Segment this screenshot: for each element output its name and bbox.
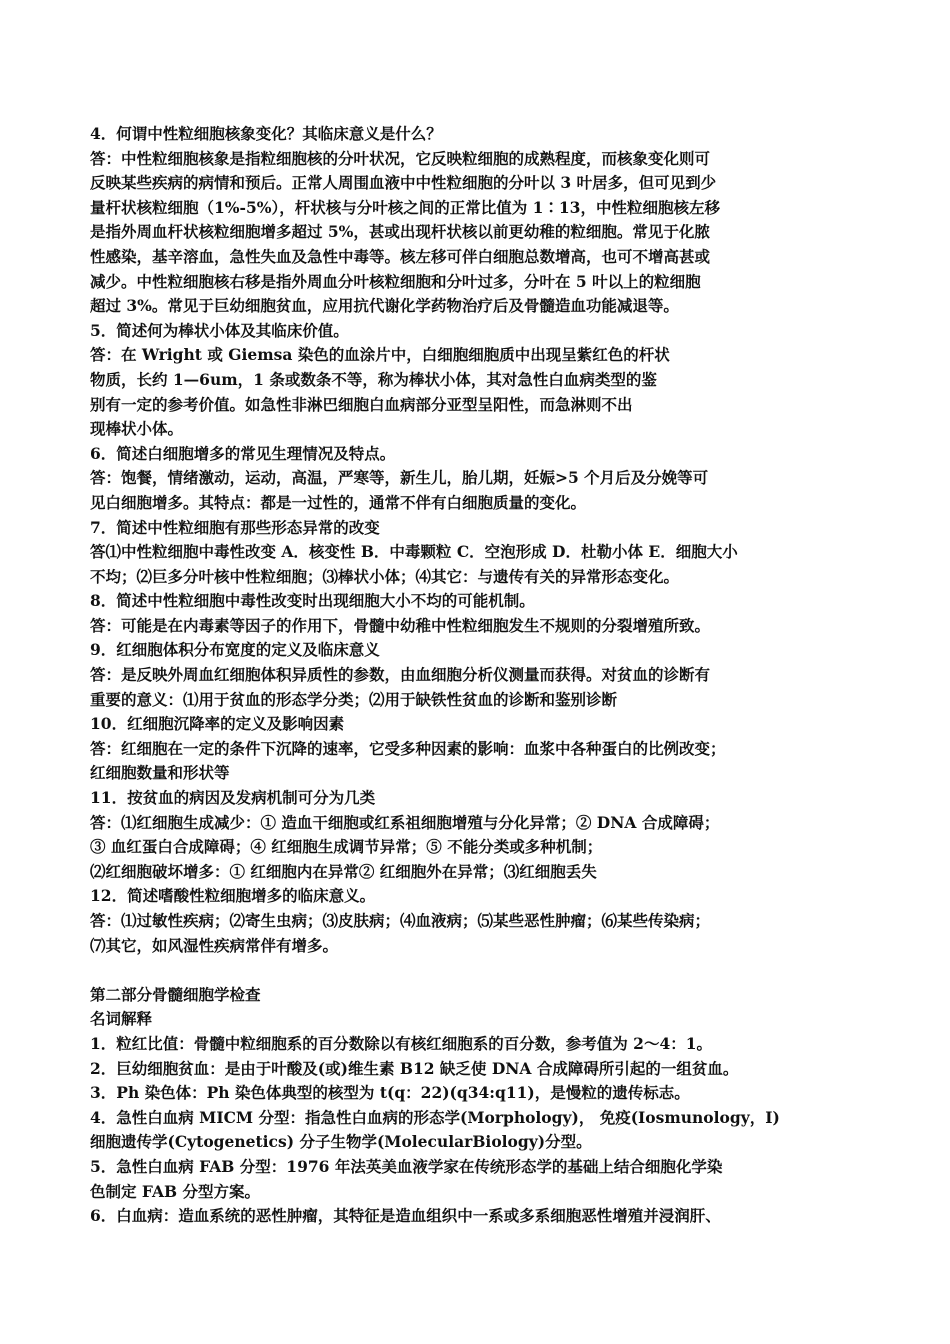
text-line: 物质，长约 1—6um，1 条或数条不等，称为棒状小体，其对急性白血病类型的鉴 xyxy=(90,369,657,389)
text-line: 4．何谓中性粒细胞核象变化？其临床意义是什么？ xyxy=(90,124,442,143)
text-line: 不均；⑵巨多分叶核中性粒细胞；⑶棒状小体；⑷其它：与遗传有关的异常形态变化。 xyxy=(90,566,680,586)
text-line: 量杆状核粒细胞（1%-5%），杆状核与分叶核之间的正常比值为 1∶13，中性粒细胞核左移 xyxy=(90,197,720,217)
section-title: 第二部分骨髓细胞学检查 xyxy=(90,984,261,1004)
text-line: 答：中性粒细胞核象是指粒细胞核的分叶状况，它反映粒细胞的成熟程度，而核象变化则可 xyxy=(90,148,711,168)
text-line: 超过 3%。常见于巨幼细胞贫血，应用抗代谢化学药物治疗后及骨髓造血功能减退等。 xyxy=(90,296,679,316)
text-line: 2．巨幼细胞贫血：是由于叶酸及(或)维生素 B12 缺乏使 DNA 合成障碍所引起的一组贫血。 xyxy=(90,1058,739,1078)
text-line: 是指外周血杆状核粒细胞增多超过 5%，甚或出现杆状核以前更幼稚的粒细胞。常见于化脓 xyxy=(90,222,710,242)
text-line: 答：在 Wright 或 Giemsa 染色的血涂片中，白细胞细胞质中出现呈紫红色的杆状 xyxy=(90,345,670,365)
text-line: 现棒状小体。 xyxy=(90,419,184,439)
text-line: 12．简述嗜酸性粒细胞增多的临床意义。 xyxy=(90,886,376,906)
text-line: 别有一定的参考价值。如急性非淋巴细胞白血病部分亚型呈阳性，而急淋则不出 xyxy=(90,394,633,414)
text-line: 答：可能是在内毒素等因子的作用下，骨髓中幼稚中性粒细胞发生不规则的分裂增殖所致。 xyxy=(90,615,711,635)
text-line: 答⑴中性粒细胞中毒性改变 A．核变性 B．中毒颗粒 C．空泡形成 D．杜勒小体 E．细胞大小 xyxy=(90,542,738,562)
text-block-bone-marrow xyxy=(90,983,870,1229)
text-line: ⑵红细胞破坏增多：① 红细胞内在异常② 红细胞外在异常；⑶红细胞丢失 xyxy=(90,861,597,881)
text-line: 10．红细胞沉降率的定义及影响因素 xyxy=(90,714,345,734)
section-spacer xyxy=(90,958,870,983)
subsection-title: 名词解释 xyxy=(90,1009,153,1029)
text-line: 答：是反映外周血红细胞体积异质性的参数，由血细胞分析仪测量而获得。对贫血的诊断有 xyxy=(90,665,711,685)
text-line: ③ 血红蛋白合成障碍；④ 红细胞生成调节异常；⑤ 不能分类或多种机制； xyxy=(90,837,603,857)
text-line: 8．简述中性粒细胞中毒性改变时出现细胞大小不均的可能机制。 xyxy=(90,591,535,611)
text-line: 答：⑴红细胞生成减少：① 造血干细胞或红系祖细胞增殖与分化异常；② DNA 合成障碍； xyxy=(90,812,720,832)
text-line: 5．急性白血病 FAB 分型：1976 年法英美血液学家在传统形态学的基础上结合细胞化学染 xyxy=(90,1156,723,1176)
text-line: 重要的意义：⑴用于贫血的形态学分类；⑵用于缺铁性贫血的诊断和鉴别诊断 xyxy=(90,689,618,709)
text-line: 答：饱餐，情绪激动，运动，高温，严寒等，新生儿，胎儿期，妊娠>5 个月后及分娩等可 xyxy=(90,468,709,488)
text-block-qa xyxy=(90,122,870,958)
text-line: 9．红细胞体积分布宽度的定义及临床意义 xyxy=(90,640,380,660)
text-line: 1．粒红比值：骨髓中粒细胞系的百分数除以有核红细胞系的百分数，参考值为 2～4：1。 xyxy=(90,1033,713,1053)
text-line: 11．按贫血的病因及发病机制可分为几类 xyxy=(90,788,376,808)
text-line: 减少。中性粒细胞核右移是指外周血分叶核粒细胞和分叶过多，分叶在 5 叶以上的粒细胞 xyxy=(90,271,701,291)
text-line: 色制定 FAB 分型方案。 xyxy=(90,1181,261,1201)
text-line: ⑺其它，如风湿性疾病常伴有增多。 xyxy=(90,935,339,955)
text-line: 6．白血病：造血系统的恶性肿瘤，其特征是造血组织中一系或多系细胞恶性增殖并浸润肝、 xyxy=(90,1206,721,1226)
text-line: 红细胞数量和形状等 xyxy=(90,763,230,783)
text-line: 答：红细胞在一定的条件下沉降的速率，它受多种因素的影响：血浆中各种蛋白的比例改变； xyxy=(90,738,726,758)
text-line: 6．简述白细胞增多的常见生理情况及特点。 xyxy=(90,443,396,463)
text-line: 性感染，基辛溶血，急性失血及急性中毒等。核左移可伴白细胞总数增高，也可不增高甚或 xyxy=(90,246,711,266)
text-line: 答：⑴过敏性疾病；⑵寄生虫病；⑶皮肤病；⑷血液病；⑸某些恶性肿瘤；⑹某些传染病； xyxy=(90,911,711,930)
text-line: 5．简述何为棒状小体及其临床价值。 xyxy=(90,320,349,340)
text-line: 见白细胞增多。其特点：都是一过性的，通常不伴有白细胞质量的变化。 xyxy=(90,492,587,512)
text-line: 3．Ph 染色体：Ph 染色体典型的核型为 t(q：22)(q34:q11)，是慢粒的遗传标志。 xyxy=(90,1083,690,1103)
text-line: 反映某些疾病的病情和预后。正常人周围血液中中性粒细胞的分叶以 3 叶居多，但可见到少 xyxy=(90,173,717,193)
text-line: 细胞遗传学(Cytogenetics) 分子生物学(MolecularBiology)分型。 xyxy=(90,1132,592,1152)
text-line: 4．急性白血病 MICM 分型：指急性白血病的形态学(Morphology)， 免疫(Iosmunology，I) xyxy=(90,1107,780,1127)
text-line: 7．简述中性粒细胞有那些形态异常的改变 xyxy=(90,517,380,537)
